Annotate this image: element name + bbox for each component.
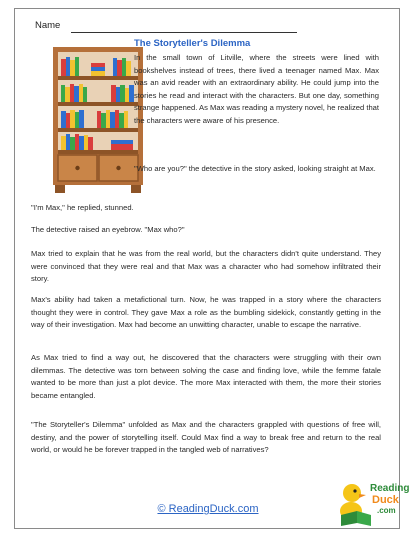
duck-eye-icon: [353, 489, 356, 492]
bookshelf-foot-right: [131, 185, 141, 193]
drawer-knob-right: [116, 166, 120, 170]
paragraph-intro: In the small town of Litville, where the streets were lined with bookshelves instead of trees, there lived a teenager named Max. Max was an avid reader with an extraordinary ability. He could jump into the stories he read and interact with the characters. But one day, something strange happened. As Max was reading a mystery novel, he realized that the characters were aware of his presence.: [134, 53, 379, 125]
readingduck-link[interactable]: © ReadingDuck.com: [157, 503, 259, 515]
worksheet-frame: [14, 8, 410, 529]
paragraph-metafictional: Max's ability had taken a metafictional turn. Now, he was trapped in a story where the characters thought they were in control. They gave Max a role as the bumbling sidekick, constantly getting in the way of their investigation. Max had become an unwitting character, unable to escape the narrative.: [31, 295, 381, 330]
logo-text-com: .com: [377, 506, 396, 515]
name-label: Name: [35, 20, 61, 31]
paragraph-im-max: "I'm Max," he replied, stunned.: [31, 203, 134, 212]
paragraph-conclusion: "The Storyteller's Dilemma" unfolded as Max and the characters grappled with questions of free will, destiny, and the power of storytelling itself. Could Max find a way to break free and return to the real world, or would he be forever trapped in the tangled web of narratives?: [31, 420, 381, 455]
paragraph-way-out: As Max tried to find a way out, he discovered that the characters were struggling with their own dilemmas. The detective was torn between solving the case and finding love, while the femme fatale wanted to be more than just a plot device. The more Max interacted with them, the more their stories became entangled.: [31, 353, 381, 400]
duck-beak-icon: [359, 494, 366, 498]
shelf-3: [58, 128, 138, 132]
logo-text-duck: Duck: [372, 494, 399, 506]
paragraph-who-are-you: "Who are you?" the detective in the story asked, looking straight at Max.: [134, 164, 376, 173]
name-row: [35, 20, 355, 36]
shelf-1: [58, 76, 138, 80]
logo-text-reading: Reading: [370, 483, 410, 494]
bookshelf-illustration: [51, 45, 145, 195]
name-input-line[interactable]: [71, 32, 297, 33]
duck-head-icon: [343, 484, 361, 502]
shelf-4: [58, 150, 138, 154]
story-title: The Storyteller's Dilemma: [134, 38, 251, 49]
drawer-knob-left: [75, 166, 79, 170]
readingduck-logo: [337, 471, 410, 527]
bookshelf-foot-left: [55, 185, 65, 193]
paragraph-max-tried: Max tried to explain that he was from the real world, but the characters didn't quite understand. They were convinced that they were real and that Max was a character who had somehow infiltrated their story.: [31, 249, 381, 284]
shelf-2: [58, 102, 138, 106]
paragraph-detective-eyebrow: The detective raised an eyebrow. "Max who?": [31, 225, 185, 234]
